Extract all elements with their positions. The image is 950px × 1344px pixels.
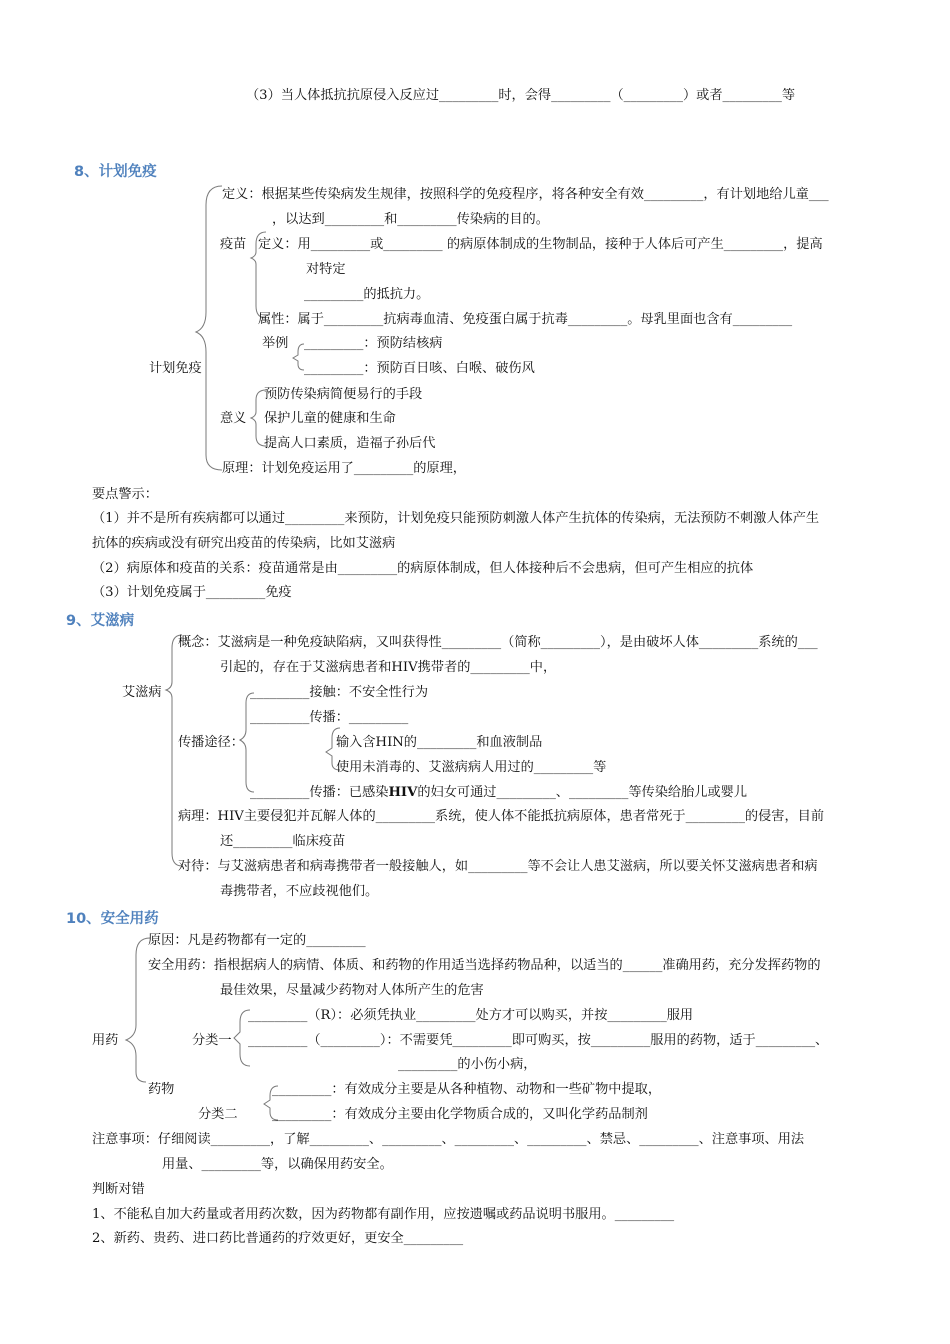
s9-route-3-hiv: HIV xyxy=(388,785,418,800)
s9-route-3 xyxy=(250,784,747,802)
s8-definition-line1: 定义：根据某些传染病发生规律，按照科学的免疫程序，将各种安全有效_________，有计划地给儿童___ xyxy=(222,187,829,202)
s8-vaccine-definition-line3: _________的抵抗力。 xyxy=(304,287,430,302)
s10-class2-a: _________：有效成分主要是从各种植物、动物和一些矿物中提取， xyxy=(272,1082,662,1097)
s9-route-3-pre: _________传播：已感染 xyxy=(250,785,389,800)
s8-root-label: 计划免疫 xyxy=(149,361,202,376)
s8-warning-title: 要点警示： xyxy=(92,487,158,502)
s8-vaccine-property: 属性：属于_________抗病毒血清、免疫蛋白属于抗毒_________。母乳里面也含有_________ xyxy=(258,312,793,327)
s8-meaning-3: 提高人口素质，造福子孙后代 xyxy=(264,436,436,451)
s10-note-line2: 用量、_________等，以确保用药安全。 xyxy=(162,1157,393,1172)
s9-route-3-post: 的妇女可通过_________、_________等传染给胎儿或婴儿 xyxy=(417,785,748,800)
s8-warning-2: （2）病原体和疫苗的关系：疫苗通常是由_________的病原体制成，但人体接种后不会患病，但可产生相应的抗体 xyxy=(92,561,754,576)
brace-s10-main xyxy=(126,938,150,1082)
s9-root-label: 艾滋病 xyxy=(122,685,162,700)
s8-meaning-1: 预防传染病简便易行的手段 xyxy=(264,387,423,402)
section-8-heading: 8、计划免疫 xyxy=(74,164,157,180)
s9-concept-line2: 引起的，存在于艾滋病患者和HIV携带者的_________中， xyxy=(220,660,557,675)
s9-pathology-line1: 病理：HIV主要侵犯并瓦解人体的_________系统，使人体不能抵抗病原体，患者常死于_________的侵害，目前 xyxy=(178,809,825,824)
s10-root-label: 用药 xyxy=(92,1033,119,1048)
s8-meaning-label: 意义 xyxy=(220,411,247,426)
s8-vaccine-definition-line1: 定义：用_________或_________ 的病原体制成的生物制品，接种于人体后可产生_________，提高 xyxy=(258,237,823,252)
s10-drug-label: 药物 xyxy=(148,1082,175,1097)
s10-safe-line1: 安全用药：指根据病人的病情、体质、和药物的作用适当选择药物品种，以适当的______准确用药，充分发挥药物的 xyxy=(148,958,821,973)
s9-route-2b: 使用未消毒的、艾滋病病人用过的_________等 xyxy=(336,760,607,775)
s8-definition-line2: ，以达到_________和_________传染病的目的。 xyxy=(272,212,549,227)
s9-route-2a: 输入含HIN的_________和血液制品 xyxy=(336,735,543,750)
s8-meaning-2: 保护儿童的健康和生命 xyxy=(264,411,396,426)
s8-example-label: 举例 xyxy=(262,336,289,351)
s8-example-2: _________：预防百日咳、白喉、破伤风 xyxy=(304,361,535,376)
s8-principle: 原理：计划免疫运用了_________的原理， xyxy=(222,461,466,476)
s10-judge-1: 1、不能私自加大药量或者用药次数，因为药物都有副作用，应按遗嘱或药品说明书服用。_________ xyxy=(92,1207,675,1222)
s8-example-1: _________：预防结核病 xyxy=(304,336,443,351)
s9-route-1: _________接触：不安全性行为 xyxy=(250,685,429,700)
s9-pathology-line2: 还_________临床疫苗 xyxy=(220,834,346,849)
section-9-heading: 9、艾滋病 xyxy=(66,613,135,629)
s10-class2-label: 分类二 xyxy=(198,1107,238,1122)
s9-concept-line1: 概念：艾滋病是一种免疫缺陷病，又叫获得性_________（简称_________），是由破坏人体_________系统的___ xyxy=(178,635,818,650)
brace-s8-main xyxy=(196,186,222,470)
s10-judge-2: 2、新药、贵药、进口药比普通药的疗效更好，更安全_________ xyxy=(92,1231,464,1246)
s10-note-line1: 注意事项：仔细阅读_________，了解_________、_________、_________、_________、禁忌、_________、注意事项、用法 xyxy=(92,1132,805,1147)
s10-class2-b: _________：有效成分主要由化学物质合成的，又叫化学药品制剂 xyxy=(272,1107,648,1122)
s10-class1-label: 分类一 xyxy=(192,1033,232,1048)
s10-judge-title: 判断对错 xyxy=(92,1182,145,1197)
s8-vaccine-definition-line2: 对特定 xyxy=(306,262,346,277)
s8-warning-3: （3）计划免疫属于_________免疫 xyxy=(92,585,292,600)
s10-safe-line2: 最佳效果，尽量减少药物对人体所产生的危害 xyxy=(220,983,484,998)
s8-vaccine-label: 疫苗 xyxy=(220,237,247,252)
brace-s8-example xyxy=(293,344,304,370)
s10-reason: 原因：凡是药物都有一定的_________ xyxy=(148,933,366,948)
s8-warning-1a: （1）并不是所有疾病都可以通过_________来预防，计划免疫只能预防刺激人体产生抗体的传染病，无法预防不刺激人体产生 xyxy=(92,511,820,526)
s10-class1-c: _________的小伤小病， xyxy=(398,1057,537,1072)
s9-route-2: _________传播：_________ xyxy=(250,710,409,725)
s8-warning-1b: 抗体的疾病或没有研究出疫苗的传染病，比如艾滋病 xyxy=(92,536,396,551)
section-10-heading: 10、安全用药 xyxy=(66,911,159,927)
top-question-line: （3）当人体抵抗抗原侵入反应过_________时，会得_________（_________）或者_________等 xyxy=(246,88,796,103)
s10-class1-a: _________（R）：必须凭执业_________处方才可以购买，并按_________服用 xyxy=(248,1008,694,1023)
s9-treatment-line1: 对待：与艾滋病患者和病毒携带者一般接触人，如_________等不会让人患艾滋病，所以要关怀艾滋病患者和病 xyxy=(178,859,818,874)
s9-route-label: 传播途径： xyxy=(178,735,244,750)
s9-treatment-line2: 毒携带者，不应歧视他们。 xyxy=(220,884,379,899)
s10-class1-b: _________（_________）：不需要凭_________即可购买，按_________服用的药物，适于_________、 xyxy=(248,1033,829,1048)
